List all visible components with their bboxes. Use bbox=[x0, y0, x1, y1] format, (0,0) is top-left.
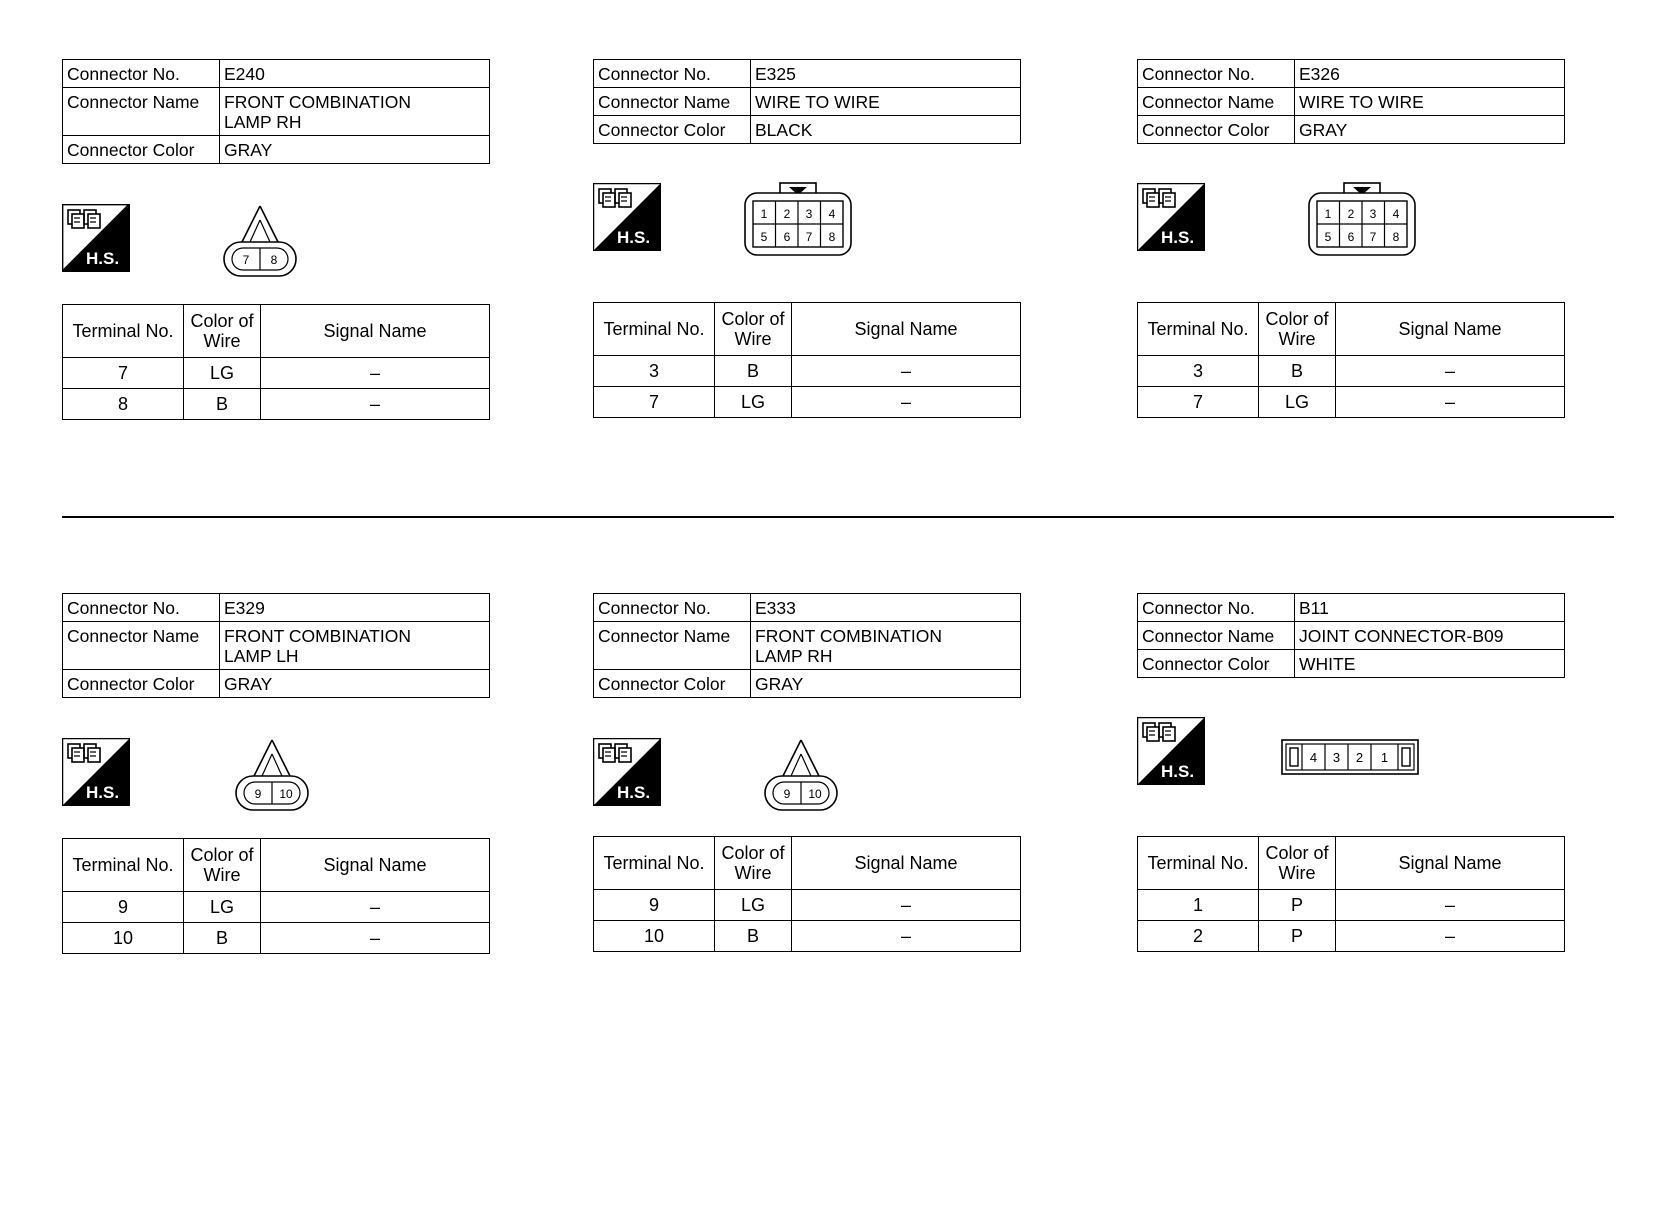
connector-block-e329 bbox=[62, 593, 490, 948]
svg-text:3: 3 bbox=[805, 207, 813, 221]
terminal-no-header: Terminal No. bbox=[594, 837, 715, 890]
harness-side-icon bbox=[62, 738, 130, 806]
section-divider bbox=[62, 516, 1614, 518]
connector-no-value: E329 bbox=[220, 594, 490, 622]
wire-color-header: Color of Wire bbox=[184, 839, 261, 892]
connector-info-table bbox=[1137, 59, 1565, 144]
table-row: 2 P – bbox=[1138, 921, 1565, 952]
signal-name-header: Signal Name bbox=[1336, 303, 1565, 356]
connector-face-diagram bbox=[220, 204, 300, 280]
connector-color-value: BLACK bbox=[751, 116, 1021, 144]
svg-text:H.S.: H.S. bbox=[1161, 228, 1195, 247]
svg-text:4: 4 bbox=[1392, 207, 1400, 221]
connector-info-table bbox=[62, 593, 490, 698]
svg-text:2: 2 bbox=[783, 207, 791, 221]
table-row: 9 LG – bbox=[63, 892, 490, 923]
connector-name-label: Connector Name bbox=[1138, 88, 1295, 116]
connector-color-label: Connector Color bbox=[594, 116, 751, 144]
svg-text:2: 2 bbox=[1347, 207, 1355, 221]
terminal-table bbox=[593, 836, 1021, 952]
connector-color-value: GRAY bbox=[1295, 116, 1565, 144]
connector-color-value: GRAY bbox=[220, 670, 490, 698]
connector-face-diagram bbox=[761, 738, 841, 814]
connector-color-label: Connector Color bbox=[63, 136, 220, 164]
terminal-no-header: Terminal No. bbox=[594, 303, 715, 356]
svg-text:4: 4 bbox=[1309, 750, 1318, 765]
wire-color-header: Color of Wire bbox=[184, 305, 261, 358]
connector-name-value: FRONT COMBINATION LAMP LH bbox=[220, 622, 490, 670]
connector-no-label: Connector No. bbox=[1138, 60, 1295, 88]
terminal-table bbox=[62, 304, 490, 420]
table-row: 3 B – bbox=[594, 356, 1021, 387]
connector-name-value: WIRE TO WIRE bbox=[1295, 88, 1565, 116]
terminal-table bbox=[1137, 302, 1565, 418]
connector-name-label: Connector Name bbox=[594, 622, 751, 670]
connector-color-label: Connector Color bbox=[1138, 650, 1295, 678]
connector-name-label: Connector Name bbox=[1138, 622, 1295, 650]
connector-block-e326 bbox=[1137, 59, 1565, 412]
svg-text:1: 1 bbox=[1380, 750, 1389, 765]
table-row: 7 LG – bbox=[1138, 387, 1565, 418]
connector-no-label: Connector No. bbox=[594, 594, 751, 622]
terminal-no-header: Terminal No. bbox=[63, 305, 184, 358]
harness-side-icon bbox=[1137, 717, 1205, 785]
connector-face-diagram bbox=[232, 738, 312, 814]
wire-color-header: Color of Wire bbox=[1259, 303, 1336, 356]
terminal-no-header: Terminal No. bbox=[1138, 303, 1259, 356]
connector-name-value: WIRE TO WIRE bbox=[751, 88, 1021, 116]
connector-info-table bbox=[1137, 593, 1565, 678]
connector-face-diagram bbox=[1280, 738, 1420, 776]
connector-no-value: E240 bbox=[220, 60, 490, 88]
svg-text:7: 7 bbox=[805, 230, 813, 244]
svg-text:1: 1 bbox=[760, 207, 768, 221]
signal-name-header: Signal Name bbox=[1336, 837, 1565, 890]
table-row: 3 B – bbox=[1138, 356, 1565, 387]
svg-text:H.S.: H.S. bbox=[86, 249, 120, 268]
svg-text:7: 7 bbox=[242, 253, 250, 267]
connector-name-value: JOINT CONNECTOR-B09 bbox=[1295, 622, 1565, 650]
svg-text:H.S.: H.S. bbox=[617, 228, 651, 247]
table-row: 10 B – bbox=[594, 921, 1021, 952]
svg-text:6: 6 bbox=[783, 230, 791, 244]
svg-text:3: 3 bbox=[1332, 750, 1341, 765]
connector-color-value: GRAY bbox=[220, 136, 490, 164]
table-row: 7 LG – bbox=[63, 358, 490, 389]
connector-no-label: Connector No. bbox=[63, 594, 220, 622]
signal-name-header: Signal Name bbox=[792, 837, 1021, 890]
connector-block-e240 bbox=[62, 59, 490, 414]
signal-name-header: Signal Name bbox=[792, 303, 1021, 356]
connector-block-e325 bbox=[593, 59, 1021, 412]
svg-text:5: 5 bbox=[760, 230, 768, 244]
svg-text:5: 5 bbox=[1324, 230, 1332, 244]
connector-info-table bbox=[593, 59, 1021, 144]
connector-color-label: Connector Color bbox=[63, 670, 220, 698]
table-row: 10 B – bbox=[63, 923, 490, 954]
terminal-table bbox=[62, 838, 490, 954]
connector-name-label: Connector Name bbox=[594, 88, 751, 116]
harness-side-icon bbox=[593, 183, 661, 251]
connector-color-value: WHITE bbox=[1295, 650, 1565, 678]
svg-text:H.S.: H.S. bbox=[1161, 762, 1195, 781]
svg-text:8: 8 bbox=[1392, 230, 1400, 244]
svg-text:H.S.: H.S. bbox=[86, 783, 120, 802]
connector-no-label: Connector No. bbox=[1138, 594, 1295, 622]
connector-block-b11 bbox=[1137, 593, 1565, 946]
connector-info-table bbox=[62, 59, 490, 164]
connector-face-diagram bbox=[1307, 181, 1417, 259]
connector-face-diagram bbox=[743, 181, 853, 259]
harness-side-icon bbox=[62, 204, 130, 272]
terminal-table bbox=[593, 302, 1021, 418]
table-row: 7 LG – bbox=[594, 387, 1021, 418]
wire-color-header: Color of Wire bbox=[1259, 837, 1336, 890]
connector-no-value: E326 bbox=[1295, 60, 1565, 88]
table-row: 1 P – bbox=[1138, 890, 1565, 921]
svg-text:6: 6 bbox=[1347, 230, 1355, 244]
terminal-table bbox=[1137, 836, 1565, 952]
svg-text:9: 9 bbox=[783, 787, 791, 801]
harness-side-icon bbox=[1137, 183, 1205, 251]
svg-text:9: 9 bbox=[254, 787, 262, 801]
connector-name-value: FRONT COMBINATION LAMP RH bbox=[220, 88, 490, 136]
svg-text:3: 3 bbox=[1369, 207, 1377, 221]
connector-name-label: Connector Name bbox=[63, 88, 220, 136]
table-row: 8 B – bbox=[63, 389, 490, 420]
svg-text:8: 8 bbox=[828, 230, 836, 244]
connector-no-label: Connector No. bbox=[63, 60, 220, 88]
wire-color-header: Color of Wire bbox=[715, 837, 792, 890]
connector-color-label: Connector Color bbox=[594, 670, 751, 698]
svg-text:8: 8 bbox=[270, 253, 278, 267]
terminal-no-header: Terminal No. bbox=[63, 839, 184, 892]
connector-color-label: Connector Color bbox=[1138, 116, 1295, 144]
svg-text:7: 7 bbox=[1369, 230, 1377, 244]
connector-block-e333 bbox=[593, 593, 1021, 946]
svg-text:10: 10 bbox=[279, 787, 293, 801]
connector-info-table bbox=[593, 593, 1021, 698]
connector-no-label: Connector No. bbox=[594, 60, 751, 88]
connector-no-value: E333 bbox=[751, 594, 1021, 622]
svg-text:10: 10 bbox=[808, 787, 822, 801]
svg-text:2: 2 bbox=[1355, 750, 1364, 765]
connector-no-value: B11 bbox=[1295, 594, 1565, 622]
signal-name-header: Signal Name bbox=[261, 305, 490, 358]
signal-name-header: Signal Name bbox=[261, 839, 490, 892]
wire-color-header: Color of Wire bbox=[715, 303, 792, 356]
svg-text:4: 4 bbox=[828, 207, 836, 221]
connector-color-value: GRAY bbox=[751, 670, 1021, 698]
connector-name-label: Connector Name bbox=[63, 622, 220, 670]
connector-name-value: FRONT COMBINATION LAMP RH bbox=[751, 622, 1021, 670]
terminal-no-header: Terminal No. bbox=[1138, 837, 1259, 890]
svg-text:H.S.: H.S. bbox=[617, 783, 651, 802]
harness-side-icon bbox=[593, 738, 661, 806]
table-row: 9 LG – bbox=[594, 890, 1021, 921]
svg-text:1: 1 bbox=[1324, 207, 1332, 221]
connector-no-value: E325 bbox=[751, 60, 1021, 88]
